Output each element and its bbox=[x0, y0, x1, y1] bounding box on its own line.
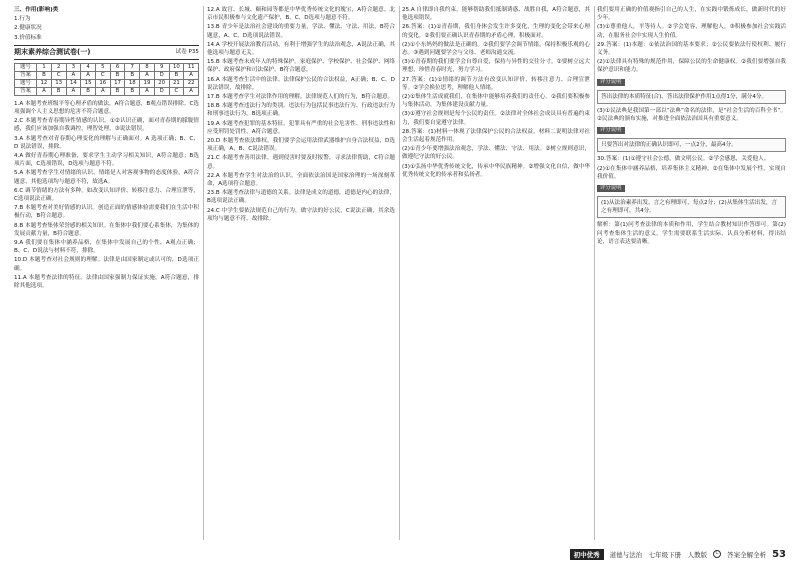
q-num: 6 bbox=[110, 63, 125, 71]
answer-paragraph: 26.答案：(1)①青春期，我们身体会发生许多变化，生理的变化会带来心理的变化。②我们要正确认识青春期的矛盾心理，积极面对。 bbox=[402, 24, 590, 39]
answer-paragraph: 13.B 青少年是法治社会建设的重要力量，学法、懂法、守法、用法，B符合题意，A、C、D选项说法错误。 bbox=[207, 24, 395, 39]
section-heading: 三、作用(影响)类 bbox=[14, 7, 59, 13]
q-num: 22 bbox=[184, 79, 199, 87]
answer-cell: A bbox=[184, 87, 199, 95]
answer-paragraph: 解析：第(1)问考查法律的本质和作用，学生结合教材知识作答即可。第(2)问考查集体生活的意义，学生需要联系生活实际，认真分析材料，得出结论，语言表达要清晰。 bbox=[597, 222, 786, 245]
answer-paragraph: 24.C 中学生要依法规范自己的行为，做守法的好公民，C说法正确，其余选项均与题意不符，故排除。 bbox=[207, 207, 395, 222]
answer-cell: A bbox=[140, 71, 155, 79]
q-num: 13 bbox=[51, 79, 66, 87]
scoring-note-tag: 评分说明 bbox=[597, 127, 625, 134]
table-header-a: 答案 bbox=[15, 87, 37, 95]
answer-paragraph: 11.A 本题考查法律的特征。法律由国家强制力保证实施，A符合题意，排除其他选项。 bbox=[14, 274, 199, 290]
answer-paragraph: 14.A 学校开展法治教育活动，有利于增强学生的法治观念，A说法正确，其他选项与题意无关。 bbox=[207, 41, 395, 57]
answer-paragraph: (3)①遵守社会规则是每个公民的责任。②法律对全体社会成员具有普遍约束力，我们要自觉遵守法律。 bbox=[402, 111, 590, 126]
answer-cell: A bbox=[140, 87, 155, 95]
answer-cell: B bbox=[81, 87, 96, 95]
column-1 bbox=[14, 6, 199, 540]
column-2 bbox=[207, 6, 395, 540]
q-num: 1 bbox=[37, 63, 52, 71]
q-num: 17 bbox=[110, 79, 125, 87]
column-divider bbox=[203, 6, 204, 540]
intro-line: 3.价值标准 bbox=[14, 34, 42, 41]
q-num: 12 bbox=[37, 79, 52, 87]
table-header-a: 答案 bbox=[15, 71, 37, 79]
answer-cell: D bbox=[154, 71, 169, 79]
answer-paragraph: 4.A 做好青春期心理准备，要求学生主动学习相关知识，A符合题意；B选项片面，C选项错误，D选项与题意不符。 bbox=[14, 153, 199, 168]
answer-paragraph: 19.A 本题考查犯罪的基本特征。犯罪具有严重的社会危害性、刑事违法性和应受刑罚处罚性，A符合题意。 bbox=[207, 120, 395, 135]
column-divider bbox=[594, 6, 595, 540]
column-4 bbox=[597, 6, 786, 540]
answer-cell: A bbox=[66, 87, 81, 95]
answer-cell: A bbox=[37, 87, 52, 95]
q-num: 4 bbox=[81, 63, 96, 71]
q-num: 14 bbox=[66, 79, 81, 87]
answer-paragraph: (2)①在集体中涵养品格，培养集体主义精神。②在集体中发展个性，实现自我价值。 bbox=[597, 165, 786, 180]
table-row bbox=[15, 87, 199, 95]
answer-paragraph: 28.答案：(1)材料一体现了法律保护公民的合法权益，材料二说明法律对社会生活起着规范作用。 bbox=[402, 128, 590, 144]
scoring-note-box: 答出法律的本质特征(合)、答出法律保护作用1点得1分，满分4分。 bbox=[597, 90, 786, 104]
answer-paragraph: 17.B 本题考查学生对法律作用的理解。法律规范人们的行为，B符合题意。 bbox=[207, 94, 394, 101]
q-num: 2 bbox=[51, 63, 66, 71]
q-num: 5 bbox=[95, 63, 110, 71]
answer-cell: B bbox=[169, 71, 184, 79]
column-divider bbox=[399, 6, 400, 540]
columns bbox=[14, 6, 786, 540]
answer-paragraph: 1.A 本题考查班级平等心理矛盾的做法，A符合题意，B观点错误排除。C选项强调个人主义思想的危害不符合题意。 bbox=[14, 100, 199, 116]
answer-paragraph: (3)①青春期的我们要学会自尊自爱，保持与异性的交往分寸。②要树立远大理想，珍惜青春时光，努力学习。 bbox=[402, 59, 590, 74]
table-row bbox=[15, 63, 199, 71]
answer-paragraph: (3)①尊重他人，平等待人。②学会宽容，理解他人。③积极参加社会实践活动，在服务社会中实现人生价值。 bbox=[597, 24, 786, 39]
answer-cell: A bbox=[81, 71, 96, 79]
answer-paragraph: 2.C 本题考查青春期异性情感的认识。①②认识正确，面对青春期的朦胧情感，我们应该加强自我调控，理智处理，③说法错误。 bbox=[14, 118, 199, 133]
answer-cell: B bbox=[125, 71, 140, 79]
answer-cell: B bbox=[110, 71, 125, 79]
answer-paragraph: (3)①弘扬中华优秀传统文化，传承中华民族精神。②增强文化自信，做中华优秀传统文化的传承者和弘扬者。 bbox=[402, 163, 590, 178]
page-number: 53 bbox=[772, 548, 786, 560]
q-num: 20 bbox=[154, 79, 169, 87]
answer-paragraph: 5.A 本题考查学生对情绪的认识。情绪是人对客观事物的态度体验，A符合题意，其他选项均与题意不符，故选A。 bbox=[14, 170, 199, 185]
table-header-q: 题号 bbox=[15, 63, 37, 71]
circle-c-icon: C bbox=[713, 550, 721, 558]
answer-table bbox=[14, 63, 199, 96]
answer-paragraph: 29.答案：(1)本题：①依法治国的基本要求；②公民要依法行使权利、履行义务。 bbox=[597, 41, 786, 57]
answer-paragraph: 30.答案：(1)①遵守社会公德，做文明公民。②学会感恩，关爱他人。 bbox=[597, 156, 770, 163]
q-num: 19 bbox=[140, 79, 155, 87]
subject-label: 道德与法治 七年级下册 人教版 bbox=[609, 550, 708, 559]
scoring-note-tag: 评分说明 bbox=[597, 79, 625, 86]
answer-paragraph: 16.A 本题考查生活中的法律。法律保护公民的合法权益，A正确；B、C、D说法错误，故排除。 bbox=[207, 76, 395, 91]
answer-paragraph: 18.B 本题考查违法行为的类别。违法行为包括民事违法行为、行政违法行为和刑事违法行为，B选项正确。 bbox=[207, 103, 395, 118]
page-footer bbox=[14, 546, 786, 562]
answer-paragraph: 我们要用正确的价值观指引自己的人生，在实践中锻炼成长，做新时代的好少年。 bbox=[597, 7, 786, 22]
answer-cell: A bbox=[66, 71, 81, 79]
answer-paragraph: 27.答案：(1)①情绪的调节方法有改变认知评价、转移注意力、合理宣泄等。②学会换位思考，理解他人情绪。 bbox=[402, 76, 590, 91]
column-3 bbox=[402, 6, 590, 540]
answer-paragraph: 12.A 故宫、长城、颐和园等都是中华优秀传统文化的瑰宝，A符合题意。北京市民积极参与文化遗产保护，B、C、D选项与题意不符。 bbox=[207, 7, 395, 22]
answer-paragraph: 23.B 本题考查法律与道德的关系。法律是成文的道德，道德是内心的法律，B选项说法正确。 bbox=[207, 190, 395, 205]
answer-cell: B bbox=[110, 87, 125, 95]
answer-cell: C bbox=[51, 71, 66, 79]
answer-paragraph: (2)①集体生活成就我们，在集体中能够培养我们的责任心。②我们要积极参与集体活动，为集体建设贡献力量。 bbox=[402, 94, 590, 109]
q-num: 21 bbox=[169, 79, 184, 87]
answer-paragraph: 8.B 本题考查集体荣誉感的相关知识。在集体中我们要心系集体，为集体的发展贡献力量，B符合题意。 bbox=[14, 222, 199, 237]
answer-paragraph: 6.C 调节情绪的方法有多种，如改变认知评价、转移注意力、合理宣泄等，C选项说法正确。 bbox=[14, 187, 199, 203]
answer-paragraph: 7.B 本题考查对美好情感的认识。创造正面的情感体验需要我们在生活中积极行动，B符合题意。 bbox=[14, 205, 199, 220]
answer-cell: C bbox=[95, 71, 110, 79]
answer-paragraph: 15.B 本题考查未成年人的特殊保护。家庭保护、学校保护、社会保护、网络保护、政府保护和司法保护，B符合题意。 bbox=[207, 59, 395, 74]
answer-paragraph: 22.A 本题考查学生对法治的认识。全面依法治国是国家治理的一场深刻革命，A选项符合题意。 bbox=[207, 172, 395, 188]
intro-line: 1.行为 bbox=[14, 16, 31, 23]
table-header-q: 题号 bbox=[15, 79, 37, 87]
intro-line: 2.健康状况 bbox=[14, 25, 42, 32]
table-row bbox=[15, 79, 199, 87]
answer-paragraph: 9.A 我们要在集体中涵养品格，在集体中发展自己的个性，A观点正确；B、C、D说法与材料不符，排除。 bbox=[14, 240, 199, 255]
answer-cell: D bbox=[154, 87, 169, 95]
q-num: 3 bbox=[66, 63, 81, 71]
answer-paragraph: 21.C 本题考查善用法律。遇到侵害时要及时报警，寻求法律帮助，C符合题意。 bbox=[207, 155, 395, 170]
answer-cell: C bbox=[169, 87, 184, 95]
answer-paragraph: 10.D 本题考查对社会规则的理解。法律是由国家制定或认可的，D选项正确。 bbox=[14, 257, 199, 272]
answer-cell: B bbox=[51, 87, 66, 95]
answer-cell: A bbox=[184, 71, 199, 79]
answer-cell: A bbox=[95, 87, 110, 95]
q-num: 16 bbox=[95, 79, 110, 87]
answer-paragraph: (2)①青少年要增强法治观念，学法、懂法、守法、用法。②树立规则意识，做遵纪守法的好公民。 bbox=[402, 146, 590, 161]
answer-cell: B bbox=[37, 71, 52, 79]
scoring-note-box: (1)从法治素养出发，言之有理即可，每点2分；(2)从集体生活出发，言之有理即可，共4分。 bbox=[597, 196, 786, 218]
q-num: 7 bbox=[125, 63, 140, 71]
answer-paragraph: 20.D 本题考查依法维权。我们要学会运用法律武器维护自身合法权益，D选项正确，A、B、C说法错误。 bbox=[207, 138, 395, 153]
series-logo: 初中优秀 bbox=[570, 549, 604, 560]
answer-paragraph: (2)①法律具有特殊的规范作用，保障公民的生命健康权。②我们要增强自我保护意识和能力。 bbox=[597, 59, 786, 74]
answer-cell: B bbox=[125, 87, 140, 95]
q-num: 8 bbox=[140, 63, 155, 71]
q-num: 11 bbox=[184, 63, 199, 71]
answer-paragraph: (2)①小东妈妈的做法是正确的。②我们要学会调节情绪，保持积极乐观的心态。③遇到问题要学会与父母、老师沟通交流。 bbox=[402, 41, 590, 57]
q-num: 15 bbox=[81, 79, 96, 87]
table-row bbox=[15, 71, 199, 79]
q-num: 10 bbox=[169, 63, 184, 71]
answer-paragraph: 3.A 本题考查对青春期心理变化的理解与正确面对。A 选项正确；B、C、D 说法错误，排除。 bbox=[14, 135, 199, 150]
scoring-note-box: 只要答出对法律的正确认识即可，一点2分，最高4分。 bbox=[597, 138, 786, 152]
exam-title-bar bbox=[14, 45, 199, 60]
scoring-note-tag: 评分说明 bbox=[597, 185, 625, 192]
footer-label: 答案全解全析 bbox=[727, 550, 767, 559]
answer-paragraph: 25.A 自律即自我约束，能够帮助我们抵制诱惑、战胜自我，A符合题意，其他选项错误。 bbox=[402, 7, 590, 22]
exam-title: 期末素养综合测试卷(一) bbox=[14, 47, 91, 56]
exam-page-ref: 试卷 P35 bbox=[175, 48, 199, 55]
q-num: 9 bbox=[154, 63, 169, 71]
q-num: 18 bbox=[125, 79, 140, 87]
answer-paragraph: (3)①民法典是我国第一部以“法典”命名的法律，是“社会生活的百科全书”。②民法典的颁布实施，对推进全面依法治国具有重要意义。 bbox=[597, 107, 786, 123]
